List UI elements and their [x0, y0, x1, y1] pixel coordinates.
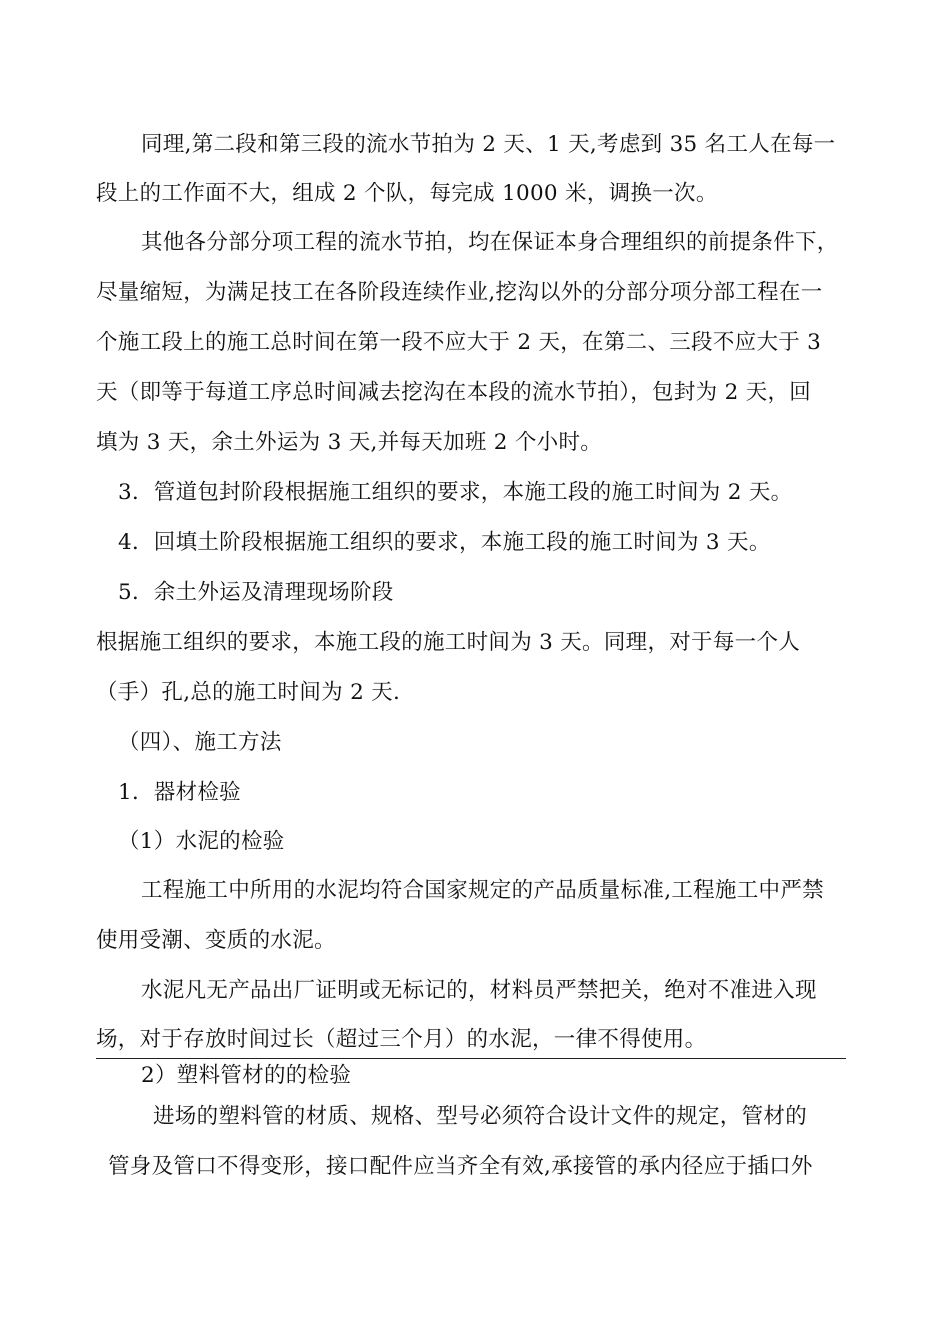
sub-subsection-heading-cement: （1）水泥的检验	[118, 829, 285, 854]
text-line-21: 进场的塑料管的材质、规格、型号必须符合设计文件的规定，管材的	[153, 1104, 808, 1129]
text-line-6: 天（即等于每道工序总时间减去挖沟在本段的流水节拍），包封为 2 天，回	[96, 380, 812, 405]
text-line-12: （手）孔,总的施工时间为 2 天.	[96, 680, 401, 705]
text-line-4: 尽量缩短，为满足技工在各阶段连续作业,挖沟以外的分部分项分部工程在一	[96, 280, 823, 305]
text-line-2: 段上的工作面不大，组成 2 个队，每完成 1000 米，调换一次。	[96, 181, 718, 206]
list-item-4: 4．回填土阶段根据施工组织的要求，本施工段的施工时间为 3 天。	[118, 530, 771, 555]
list-item-3: 3．管道包封阶段根据施工组织的要求，本施工段的施工时间为 2 天。	[118, 480, 793, 505]
section-heading: （四）、施工方法	[118, 730, 282, 755]
text-line-17: 使用受潮、变质的水泥。	[96, 928, 336, 953]
text-line-11: 根据施工组织的要求，本施工段的施工时间为 3 天。同理，对于每一个人	[96, 630, 801, 655]
sub-subsection-heading-plastic-pipe: 2）塑料管材的的检验	[141, 1063, 352, 1088]
text-line-7: 填为 3 天，余土外运为 3 天,并每天加班 2 个小时。	[96, 430, 603, 455]
list-item-5: 5．余土外运及清理现场阶段	[118, 580, 394, 605]
horizontal-divider	[96, 1058, 846, 1059]
text-line-1: 同理,第二段和第三段的流水节拍为 2 天、1 天,考虑到 35 名工人在每一	[141, 132, 836, 157]
text-line-3: 其他各分部分项工程的流水节拍，均在保证本身合理组织的前提条件下，	[141, 230, 839, 255]
subsection-heading: 1．器材检验	[118, 780, 241, 805]
text-line-16: 工程施工中所用的水泥均符合国家规定的产品质量标准,工程施工中严禁	[141, 878, 824, 903]
text-line-22: 管身及管口不得变形，接口配件应当齐全有效,承接管的承内径应于插口外	[108, 1154, 813, 1179]
text-line-19: 场，对于存放时间过长（超过三个月）的水泥，一律不得使用。	[96, 1027, 707, 1052]
text-line-5: 个施工段上的施工总时间在第一段不应大于 2 天，在第二、三段不应大于 3	[96, 330, 822, 355]
text-line-18: 水泥凡无产品出厂证明或无标记的，材料员严禁把关，绝对不准进入现	[141, 978, 817, 1003]
